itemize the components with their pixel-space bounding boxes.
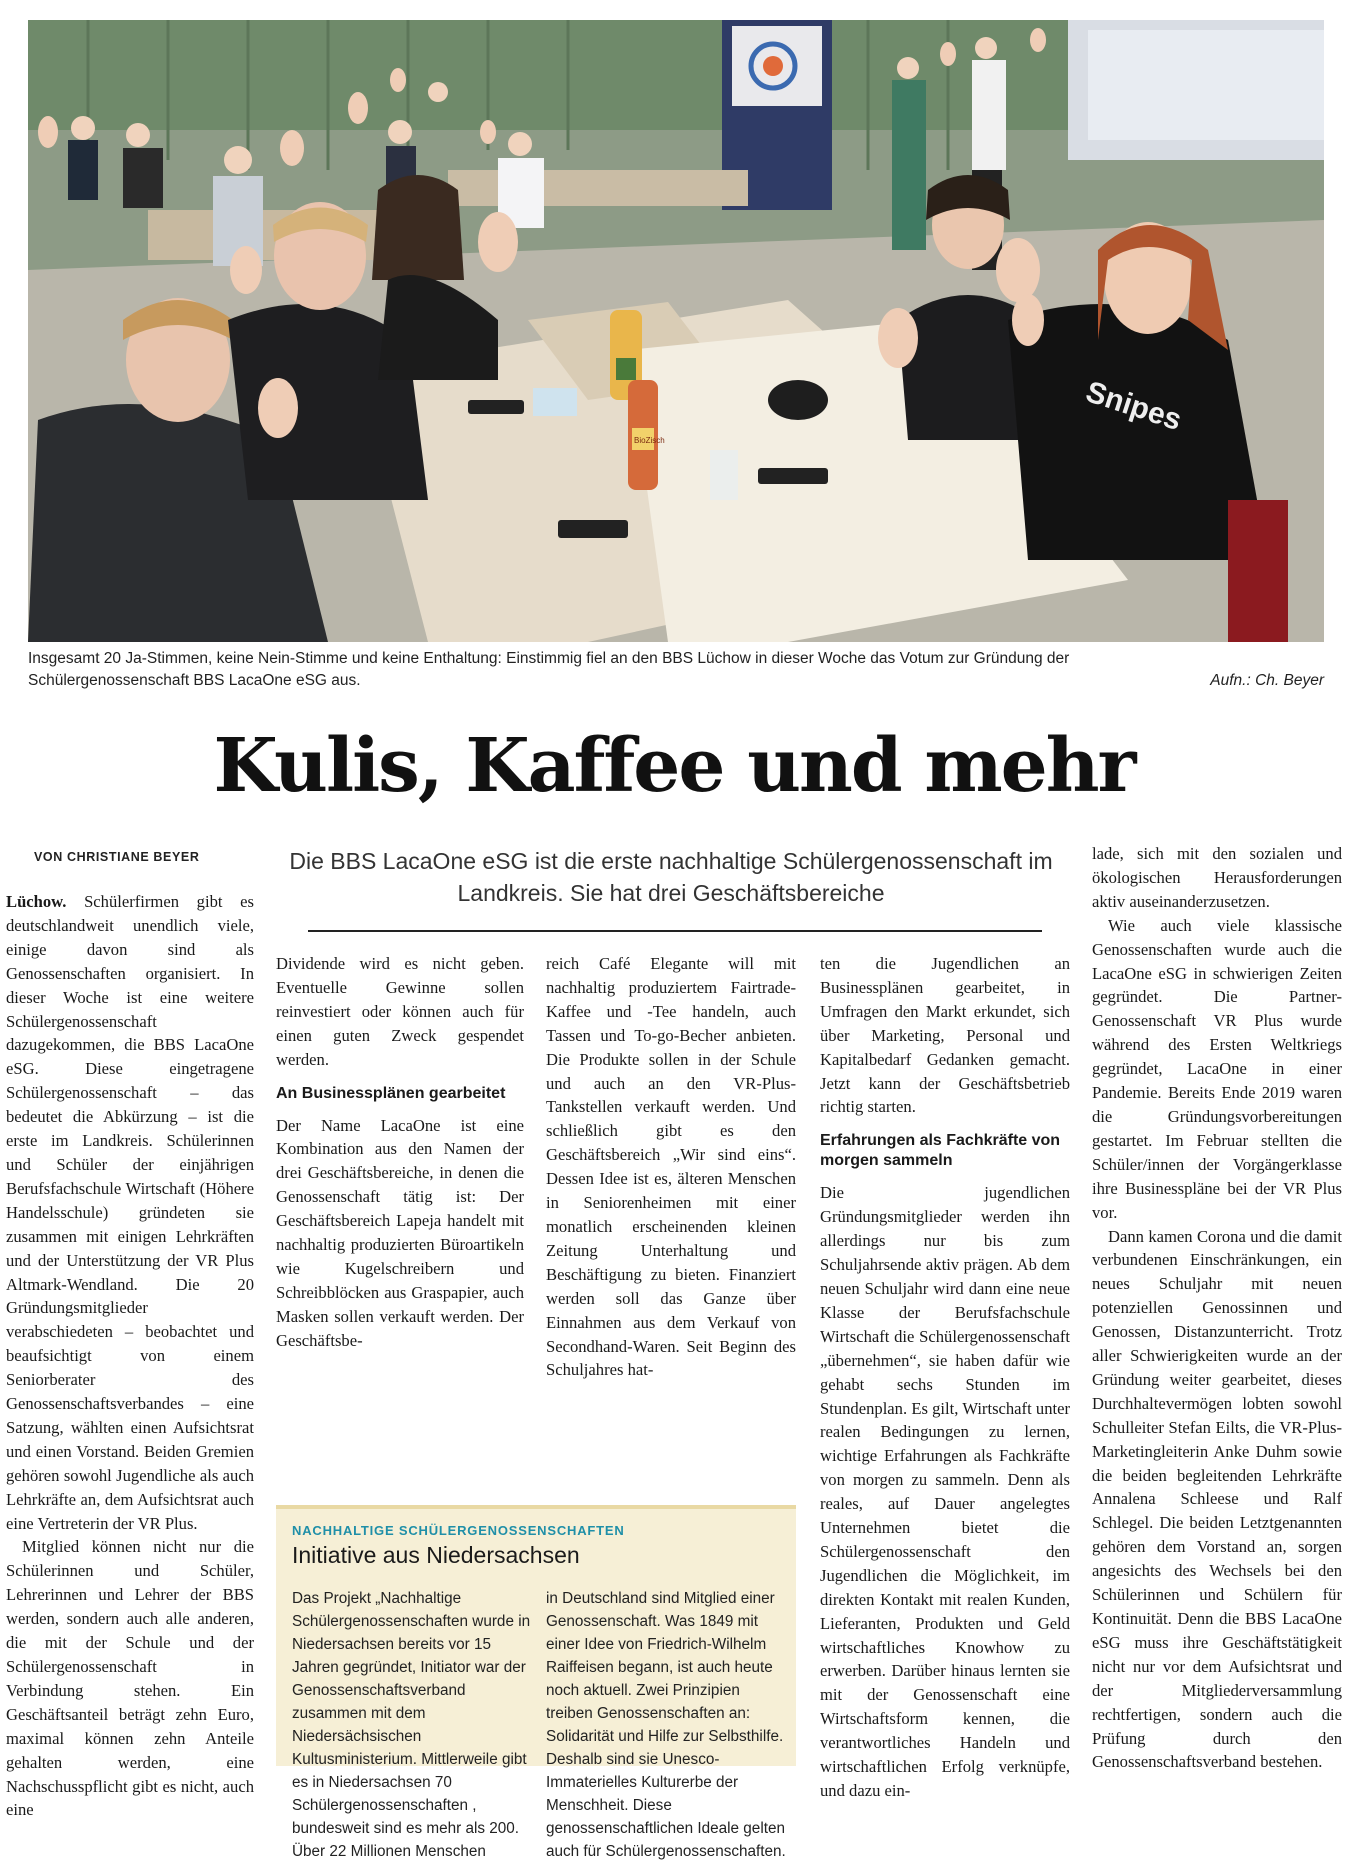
info-box-kicker: NACHHALTIGE SCHÜLERGENOSSENSCHAFTEN	[292, 1523, 625, 1538]
info-box-column-1	[292, 1587, 532, 1863]
info-box-text: in Deutschland sind Mitglied einer Genossenschaft. Was 1849 mit einer Idee von Friedrich-Wilhelm Raiffeisen begann, ist auch heute noch aktuell. Zwei Prinzipien treiben Genossenschaften an: Solidarität und Hilfe zur Selbsthilfe. Deshalb sind sie Unesco-Immaterielles Kulturerbe der Menschheit. Diese genossenschaftlichen Ideale gelten auch für Schülergenossenschaften.	[546, 1590, 786, 1860]
phone-icon-2	[558, 520, 628, 538]
article-photo	[28, 20, 1324, 642]
paragraph	[6, 890, 254, 1535]
dateline-place: Lüchow.	[6, 892, 67, 911]
photo-caption	[28, 648, 1324, 696]
section-heading: Erfahrungen als Fachkräfte von morgen sammeln	[820, 1132, 1061, 1170]
paragraph: Wie auch viele klassische Genossenschaften wurde auch die LacaOne eSG in schwierigen Zeiten gegründet. Die Partner-Genossenschaft VR Plus wurde während des Ersten Weltkriegs gegründet, LacaOne in einer Pandemie. Bereits Ende 2019 waren die Gründungsvorbereitungen gestartet. Im Februar stellten die Schüler/innen der Vorgängerklasse ihre Businesspläne bei der VR Plus vor.	[1092, 915, 1342, 1222]
info-box-text: Das Projekt „Nachhaltige Schülergenossenschaften wurde in Niedersachsen bereits vor 15 Jahren gegründet, Initiator war der Genossenschaftsverband zusammen mit dem Niedersächsischen Kultusministerium. Mittlerweile gibt es in Niedersachsen 70 Schülergenossenschaften , bundesweit sind es mehr als 200.	[292, 1590, 531, 1837]
paragraph: Dann kamen Corona und die damit verbundenen Einschränkungen, ein neues Schuljahr mit neuen potenziellen Genossinnen und Genossen, Distanzunterricht. Trotz aller Schwierigkeiten wurde an der Gründung weiter gearbeitet, dieses Durchhaltevermögen lobten sowohl Schulleiter Stefan Eilts, die VR-Plus-Marketingleiterin Anke Duhm sowie die beiden begleitenden Lehrkräfte Annalena Schleese und Ralf Schlegel. Die beiden Letztgenannten gehören dem Vorstand an, sorgen angesichts des Wechsels bei den Schülerinnen und Schülern für Kontinuität. Denn die BBS LacaOne eSG muss ihre Geschäftstätigkeit nicht nur vor dem Aufsichtsrat und der Mitgliederversammlung rechtfertigen, sondern auch die Prüfung durch den Genossenschaftsverband bestehen.	[1092, 1226, 1342, 1772]
photo-credit: Aufn.: Ch. Beyer	[1210, 672, 1324, 689]
paragraph: Mitglied können nicht nur die Schülerinnen und Schüler, Lehrerinnen und Lehrer der BBS werden, sondern auch alle anderen, die mit der Schule und der Schülergenossenschaft in Verbindung stehen. Ein Geschäftsanteil beträgt zehn Euro, maximal können zehn Anteile gehalten werden, eine Nachschusspflicht gibt es nicht, auch eine	[6, 1537, 254, 1820]
paragraph: ten die Jugendlichen an Businessplänen gearbeitet, in Umfragen den Markt erkundet, sich über Marketing, Personal und Kapitalbedarf Gedanken gemacht. Jetzt kann der Geschäftsbetrieb richtig starten.	[820, 954, 1070, 1117]
info-box	[276, 1505, 796, 1860]
paragraph: Die jugendlichen Gründungsmitglieder werden ihn allerdings nur bis zum Schuljahrsende aktiv prägen. Ab dem neuen Schuljahr wird dann eine neue Klasse der Berufsfachschule Wirtschaft die Schülergenossenschaft „übernehmen“, sie haben dafür wie gehabt sechs Stunden im Stundenplan. Es gilt, Wirtschaft unter realen Bedingungen zu lernen, wichtige Erfahrungen als Fachkräfte von morgen zu sammeln. Denn als reales, auf Dauer angelegtes Unternehmen bietet die Schülergenossenschaft den Jugendlichen die Möglichkeit, im direkten Kontakt mit realen Kunden, Lieferanten, Produkten und Geld wirtschaftliches Knowhow zu erwerben. Darüber hinaus lernten sie mit der Genossenschaft eine Wirtschaftsform kennen, die verantwortliches Handeln und wirtschaftlichen Erfolg verknüpfe, und dazu ein-	[820, 1183, 1070, 1800]
phone-icon	[468, 400, 524, 414]
subheadline: Die BBS LacaOne eSG ist die erste nachhaltige Schülergenossenschaft im Landkreis. Sie hat drei Geschäftsbereiche	[289, 848, 1053, 906]
shirt-print: Snipes	[1081, 375, 1186, 438]
paragraph: Der Name LacaOne ist eine Kombination aus den Namen der drei Geschäftsbereiche, in denen die Genossenschaft tätig ist: Der Geschäftsbereich Lapeja handelt mit nachhaltig produzierten Büroartikeln wie Kugelschreibern und Schreibblöcken aus Graspapier, auch Masken sollen verkauft werden. Der Geschäftsbe-	[276, 1115, 524, 1350]
column-1	[6, 890, 254, 1822]
column-3	[546, 952, 796, 1382]
info-box-column-2	[546, 1587, 786, 1863]
subheadline-rule	[308, 930, 1042, 932]
column-4	[820, 952, 1070, 1803]
byline: VON CHRISTIANE BEYER	[34, 850, 200, 864]
section-heading: An Businessplänen gearbeitet	[276, 1084, 506, 1102]
paragraph: lade, sich mit den sozialen und ökologischen Herausforderungen aktiv auseinanderzusetzen.	[1092, 844, 1342, 911]
paragraph-text: Schülerfirmen gibt es deutschlandweit unendlich viele, einige davon sind als Genossenschaften organisiert. In dieser Woche ist eine weitere Schülergenossenschaft dazugekommen, die BBS LacaOne eSG. Diese eingetragene Schülergenossenschaft – das bedeutet die Abkürzung – ist die erste im Landkreis. Schülerinnen und Schüler der einjährigen Berufsfachschule Wirtschaft (Höhere Handelsschule) gründeten sie zusammen mit einigen Lehrkräften und der Unterstützung der VR Plus Altmark-Wendland. Die 20 Gründungsmitglieder verabschiedeten – beobachtet und beaufsichtigt von einem Seniorberater des Genossenschaftsverbandes – eine Satzung, wählten einen Aufsichtsrat und einen Vorstand. Beiden Gremien gehören sowohl Jugendliche als auch Lehrkräfte an, dem Aufsichtsrat auch eine Vertreterin der VR Plus.	[6, 892, 254, 1533]
phone-icon-3	[758, 468, 828, 484]
column-5	[1092, 842, 1342, 1774]
paragraph: Dividende wird es nicht geben. Eventuelle Gewinne sollen reinvestiert oder können auch für einen guten Zweck gespendet werden.	[276, 954, 524, 1069]
classroom-photo	[28, 20, 1324, 642]
paragraph: reich Café Elegante will mit nachhaltig produziertem Fairtrade-Kaffee und -Tee handeln, auch Tassen und To-go-Becher anbieten. Die Produkte sollen in der Schule und auch an den VR-Plus-Tankstellen verkauft werden. Und schließlich gibt es den Geschäftsbereich „Wir sind eins“. Dessen Idee ist es, älteren Menschen in Seniorenheimen mit einer monatlich erscheinenden kleinen Zeitung Unterhaltung und Beschäftigung zu bieten. Finanziert werden soll das Ganze über Einnahmen aus dem Verkauf von Secondhand-Waren. Seit Beginn des Schuljahres hat-	[546, 954, 796, 1380]
headline: Kulis, Kaffee und mehr	[213, 723, 1135, 809]
info-box-text: Über 22 Millionen Menschen	[292, 1843, 486, 1860]
column-2	[276, 952, 524, 1353]
bottle-label: BioZisch	[634, 436, 665, 445]
info-box-title: Initiative aus Niedersachsen	[292, 1542, 580, 1568]
caption-text: Insgesamt 20 Ja-Stimmen, keine Nein-Stimme und keine Enthaltung: Einstimmig fiel an den BBS Lüchow in dieser Woche das Votum zur Gründung der Schülergenossenschaft BBS LacaOne eSG aus.	[28, 650, 1070, 689]
